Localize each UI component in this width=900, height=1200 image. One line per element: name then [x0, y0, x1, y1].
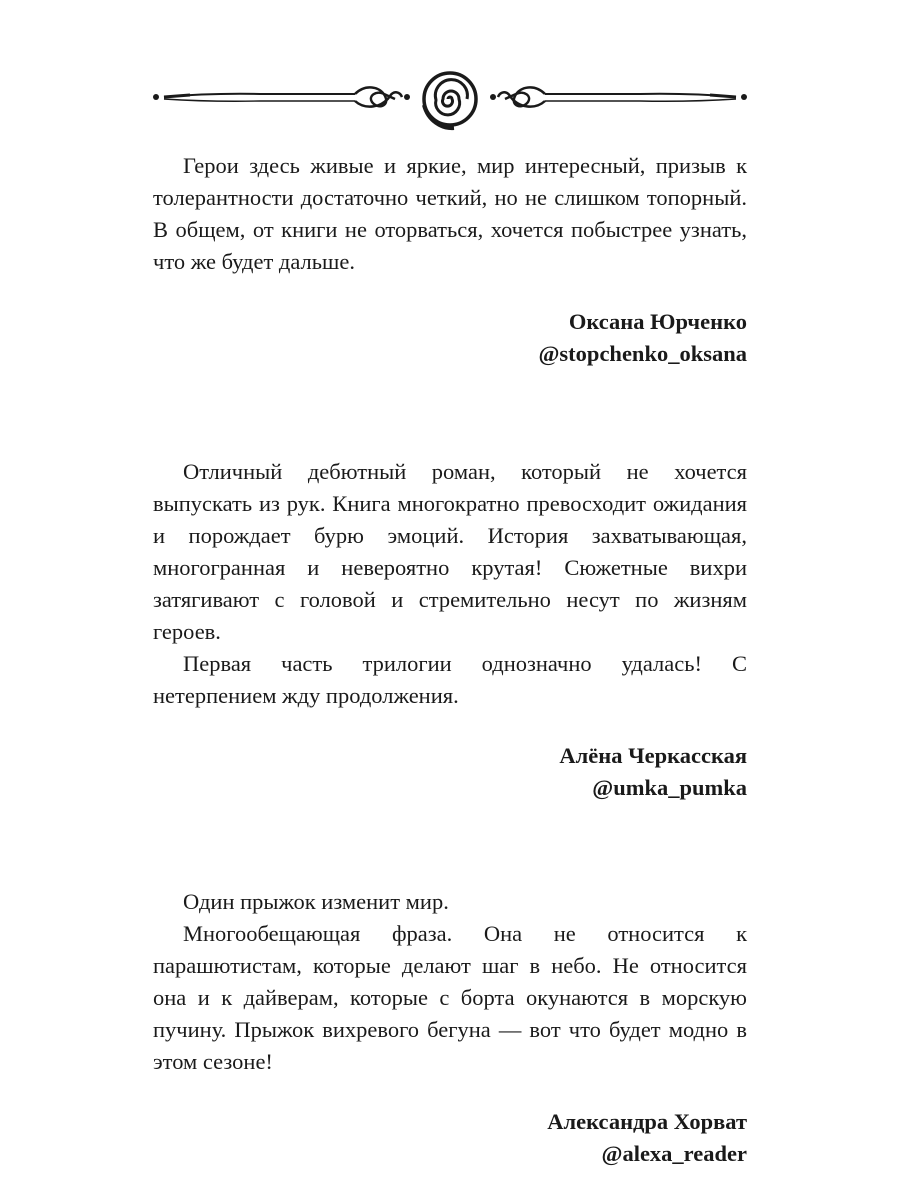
review-2-paragraph-2: Первая часть трилогии однозначно удалась! С нетерпением жду продолжения. [153, 651, 747, 708]
review-1-paragraph-1: Герои здесь живые и яркие, мир интересный, призыв к толерантности достаточно четкий, но не слишком топорный. В общем, от книги не оторваться, хочется побыстрее узнать, что же будет дальше. [153, 153, 747, 274]
review-1-handle: @stopchenko_oksana [538, 341, 747, 366]
spiral-ornament-icon [150, 66, 750, 136]
reviews-column [153, 150, 747, 1170]
review-2 [153, 456, 747, 804]
review-1-author: Оксана Юрченко [568, 309, 747, 334]
review-3-handle: @alexa_reader [601, 1141, 747, 1166]
review-1 [153, 150, 747, 370]
review-2-signature [153, 740, 747, 804]
review-3 [153, 886, 747, 1170]
review-1-signature [153, 306, 747, 370]
header-ornament [150, 66, 750, 136]
review-3-paragraph-1: Один прыжок изменит мир. [183, 889, 449, 914]
review-3-paragraph-2: Многообещающая фраза. Она не относится к парашютистам, которые делают шаг в небо. Не относится она и к дайверам, которые с борта окунаются в морскую пучину. Прыжок вихревого бегуна — вот что будет модно в этом сезоне! [153, 921, 747, 1074]
review-2-paragraph-1: Отличный дебютный роман, который не хочется выпускать из рук. Книга многократно превосходит ожидания и порождает бурю эмоций. История захватывающая, многогранная и невероятно крутая! Сюжетные вихри затягивают с головой и стремительно несут по жизням героев. [153, 459, 747, 644]
review-3-author: Александра Хорват [547, 1109, 747, 1134]
review-2-handle: @umka_pumka [592, 775, 747, 800]
review-2-author: Алёна Черкасская [559, 743, 747, 768]
review-3-signature [153, 1106, 747, 1170]
